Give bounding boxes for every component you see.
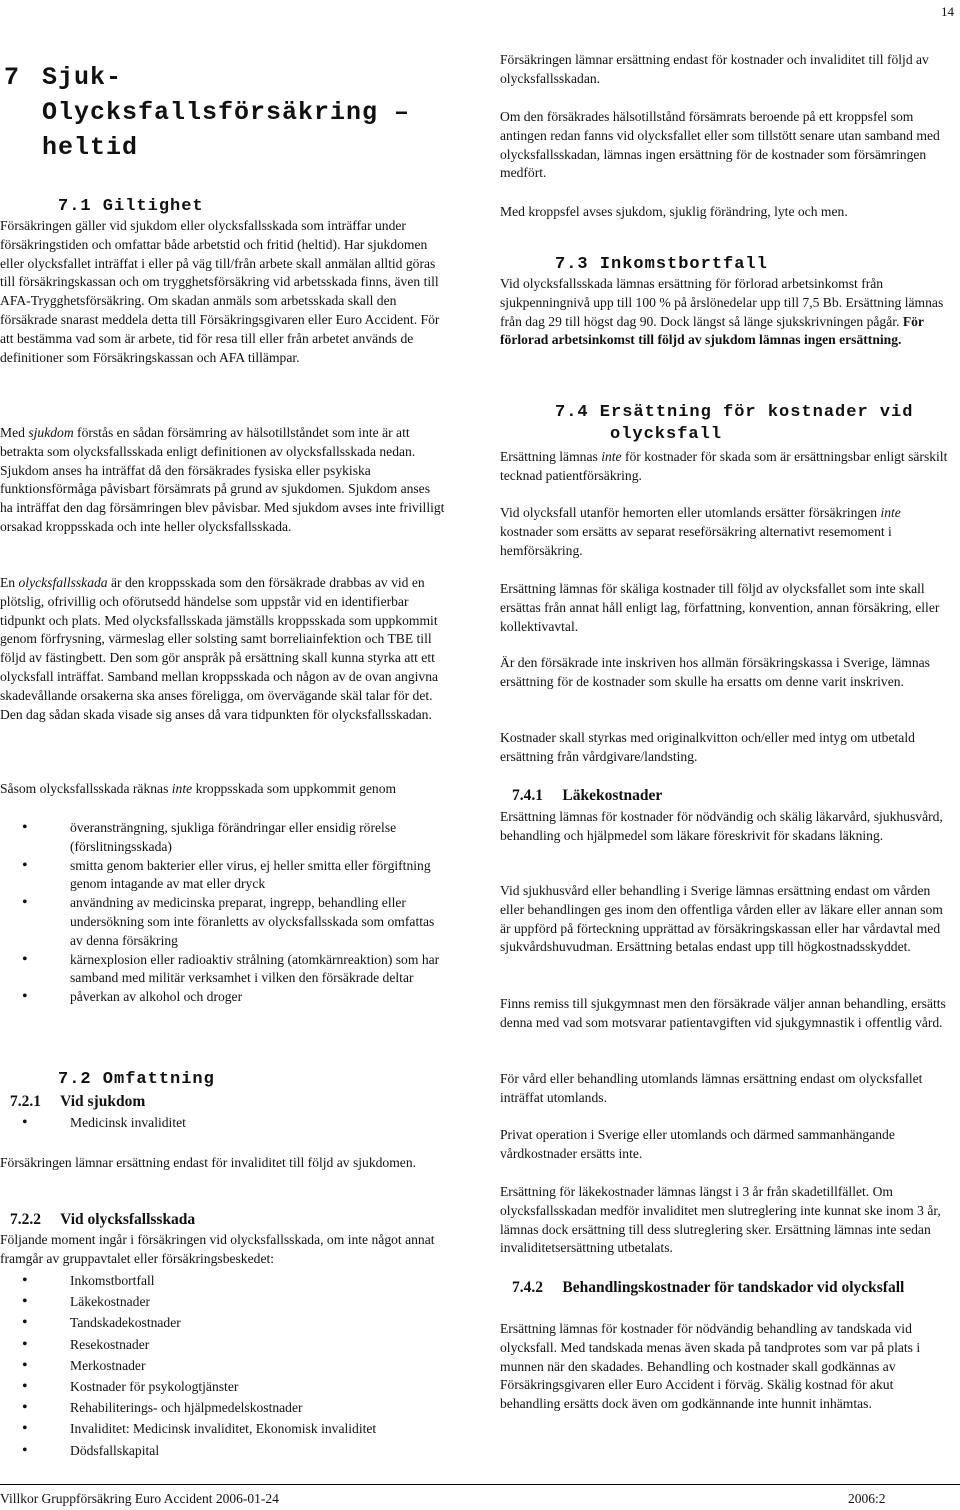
text-run: för kostnader för skada som är ersättningsbar enligt särskilt tecknad patientförsäkring. [500,449,948,483]
list-item: • Tandskadekostnader [0,1312,440,1333]
section-7-4-1-paragraph-2: Vid sjukhusvård eller behandling i Sverige lämnas ersättning endast om vården eller behandlingen ges inom den offentliga vården eller av läkare eller annan som är uppförd på förteckning upprättad av försäkringskassan eller har vårdavtal med sjukvårdshuvudman. Ersättning betalas endast upp till högkostnadsskyddet. [500,883,943,955]
list-item: • Resekostnader [0,1334,440,1355]
footer-document-title: Villkor Gruppförsäkring Euro Accident 2006-01-24 [0,1491,279,1506]
section-7-4-1-paragraph-3: Finns remiss till sjukgymnast men den försäkrade väljer annan behandling, ersätts denna med vad som motsvarar patientavgiften vid sjukgymnastik i offentlig vård. [500,996,946,1030]
section-7-2-1-heading: 7.2.1 Vid sjukdom [10,1093,146,1110]
text-run: förstås en sådan försämring av hälsotillståndet som inte är att betrakta som olycksfallsskada enligt definitionen av olycksfallsskada nedan. Sjukdom anses ha inträffat då den försäkrades fysiska eller psykiska funktionsförmåga påvisbart försämrats på grund av sjukdomen. Sjukdom anses ha inträffat den dag försämringen blev påvisbar. Med sjukdom avses inte frivilligt orsakad kroppsskada och inte heller olycksfallsskada. [0,425,445,534]
section-7-4-1-paragraph-5: Privat operation i Sverige eller utomlands och därmed sammanhängande vårdkostnader ersätts inte. [500,1127,895,1161]
list-item: • Invaliditet: Medicinsk invaliditet, Ekonomisk invaliditet [0,1418,440,1439]
exclusions-list [0,819,440,1007]
section-7-1-paragraph-4 [0,780,415,799]
term-inte: inte [601,449,622,464]
heading-line: 7.4 Ersättning för kostnader vid [555,403,914,422]
section-7-4-2-paragraph: Ersättning lämnas för kostnader för nödvändig behandling av tandskada vid olycksfall. Med tandskada menas även skada på tandprotes som var på plats i munnen när den skadades. Behandling och kostnader skall godkännas av Försäkringsgivaren eller Euro Accident i förväg. Skälig kostnad för akut behandling ersätts dock även om godkännande inte hunnit inhämtas. [500,1321,921,1412]
term-inte: inte [880,505,901,520]
text-run: kostnader som ersätts av separat reseförsäkring alternativt resemoment i hemförsäkring. [500,523,892,558]
heading-line: olycksfall [610,425,723,444]
section-7-3-paragraph [500,275,955,350]
footer-divider [0,1484,960,1485]
list-item: • Medicinsk invaliditet [0,1114,440,1133]
section-7-4-paragraph-4: Är den försäkrade inte inskriven hos allmän försäkringskassa i Sverige, lämnas ersättning för de kostnader som skulle ha ersatts om denne varit inskriven. [500,655,930,689]
list-item: • kärnexplosion eller radioaktiv strålning (atomkärnreaktion) som har samband med militär verksamhet i vilken den försäkrade deltar [0,951,440,989]
section-7-4-paragraph-5: Kostnader skall styrkas med originalkvitton och/eller med intyg om utbetald ersättning från vårdgivare/landsting. [500,730,915,764]
list-item: • överansträngning, sjukliga förändringar eller ensidig rörelse (förslitningsskada) [0,819,440,857]
footer-version: 2006:2 [848,1491,886,1506]
section-7-1-heading: 7.1 Giltighet [58,197,204,216]
section-7-4-1-heading: 7.4.1 Läkekostnader [512,787,663,804]
section-7-2-heading: 7.2 Omfattning [58,1070,215,1089]
section-7-2-1-paragraph: Försäkringen lämnar ersättning endast för invaliditet till följd av sjukdomen. [0,1155,417,1170]
section-7-1-paragraph-3 [0,574,445,724]
text-run: Vid olycksfallsskada lämnas ersättning för förlorad arbetsinkomst från sjukpenningnivå upp till 100 % på årslönedelar upp till 7,5 Bb. Ersättning lämnas från dag 29 till högst dag 90. Dock längst så länge sjukskrivningen pågår. [500,276,944,329]
section-7-4-heading [555,402,913,446]
list-item: • Merkostnader [0,1355,440,1376]
right-paragraph-2: Om den försäkrades hälsotillstånd försämrats beroende på ett kroppsfel som antingen redan fanns vid olycksfallet eller som tillstött senare utan samband med olycksfallsskadan, lämnas ingen ersättning för de kostnader som försämringen medfört. [500,109,940,181]
chapter-title-line3: heltid [42,133,139,162]
right-paragraph-3: Med kroppsfel avses sjukdom, sjuklig förändring, lyte och men. [500,204,848,219]
list-item: • Dödsfallskapital [0,1440,440,1461]
section-7-4-paragraph-1 [500,448,955,486]
chapter-title-line2: Olycksfallsförsäkring – [42,98,411,127]
section-7-4-paragraph-2 [500,504,955,560]
list-item: • påverkan av alkohol och droger [0,988,440,1007]
bold-note: För förlorad arbetsinkomst till följd av sjukdom lämnas ingen ersättning. [500,313,924,348]
section-7-4-paragraph-3: Ersättning lämnas för skäliga kostnader till följd av olycksfallet som inte skall ersättas från annat håll enligt lag, författning, konvention, annan försäkring, eller kollektivavtal. [500,581,940,634]
chapter-title-line1: Sjuk- [42,63,123,92]
text-run: Med [0,425,29,440]
term-sjukdom: sjukdom [28,425,74,440]
list-item: • Inkomstbortfall [0,1270,440,1291]
sickness-list [0,1114,440,1133]
term-inte: inte [171,781,193,796]
text-run: kroppsskada som uppkommit genom [192,781,397,796]
section-7-2-2-paragraph: Följande moment ingår i försäkringen vid olycksfallsskada, om inte något annat framgår av gruppavtalet eller försäkringsbeskedet: [0,1232,435,1266]
list-item: • smitta genom bakterier eller virus, ej heller smitta eller förgiftning genom intagande av mat eller dryck [0,857,440,895]
text-run: är den kroppsskada som den försäkrade drabbas av vid en plötslig, ofrivillig och oförutsedd händelse som uppstår vid en identifierbar tidpunkt och plats. Med olycksfallsskada jämställs kroppsskada som uppkommit genom förfrysning, värmeslag eller solsting samt borreliainfektion och TBE till följd av fästingbett. Den som gör anspråk på ersättning skall kunna styrka att ett olycksfall inträffat. Samband mellan kroppsskada och någon av de ovan angivna skadevållande orsakerna ska anses föreligga, om övervägande skäl talar för det. Den dag sådan skada visade sig anses då vara tidpunkten för olycksfallsskadan. [0,575,439,722]
section-7-1-paragraph-1: Försäkringen gäller vid sjukdom eller olycksfallsskada som inträffar under försäkringstiden och omfattar både arbetstid och fritid (heltid). Har sjukdomen eller olycksfallet inträffat i eller på väg till/från arbete skall anmälan alltid göras till försäkringskassan och om trygghetsförsäkring vid arbetsskada finns, även till AFA-Trygghetsförsäkring. Om skadan anmäls som arbetsskada skall den försäkrade snarast meddela detta till Försäkringsgivaren eller Euro Accident. För att bestämma vad som är arbete, tid för resa till eller från arbetet används de definitioner som Försäkringskassan och AFA tillämpar. [0,218,440,365]
chapter-title [4,60,410,165]
text-run: Vid olycksfall utanför hemorten eller utomlands ersätter försäkringen [500,505,881,520]
right-paragraph-1: Försäkringen lämnar ersättning endast för kostnader och invaliditet till följd av olycksfallsskadan. [500,52,929,86]
list-item: • Kostnader för psykologtjänster [0,1376,440,1397]
list-item: • användning av medicinska preparat, ingrepp, behandling eller undersökning som inte föranletts av olycksfallsskada som omfattas av denna försäkring [0,894,440,950]
list-item: • Läkekostnader [0,1291,440,1312]
section-7-1-paragraph-2 [0,424,445,537]
text-run: Såsom olycksfallsskada räknas [0,781,172,796]
page-number: 14 [941,4,954,19]
section-7-4-1-paragraph-4: För vård eller behandling utomlands lämnas ersättning endast om olycksfallet inträffat utomlands. [500,1071,923,1105]
list-item: • Rehabiliterings- och hjälpmedelskostnader [0,1397,440,1418]
section-7-3-heading: 7.3 Inkomstbortfall [555,255,768,274]
section-7-2-2-heading: 7.2.2 Vid olycksfallsskada [10,1211,196,1228]
term-olycksfallsskada: olycksfallsskada [18,575,108,590]
text-run: En [0,575,19,590]
accident-coverage-list [0,1270,440,1461]
section-7-4-1-paragraph-1: Ersättning lämnas för kostnader för nödvändig och skälig läkarvård, sjukhusvård, behandling och hjälpmedel som läkare föreskrivit för skadans läkning. [500,809,943,843]
chapter-number: 7 [4,63,21,92]
section-7-4-2-heading: 7.4.2 Behandlingskostnader för tandskador vid olycksfall [512,1279,905,1296]
text-run: Ersättning lämnas [500,449,602,464]
section-7-4-1-paragraph-6: Ersättning för läkekostnader lämnas längst i 3 år från skadetillfället. Om olycksfallsskadan medför invaliditet men slutreglering inte kunnat ske inom 3 år, lämnas dock ersättning till dess slutreglering sker. Ersättning lämnas inte sedan invaliditetsersättning utbetalats. [500,1184,941,1256]
